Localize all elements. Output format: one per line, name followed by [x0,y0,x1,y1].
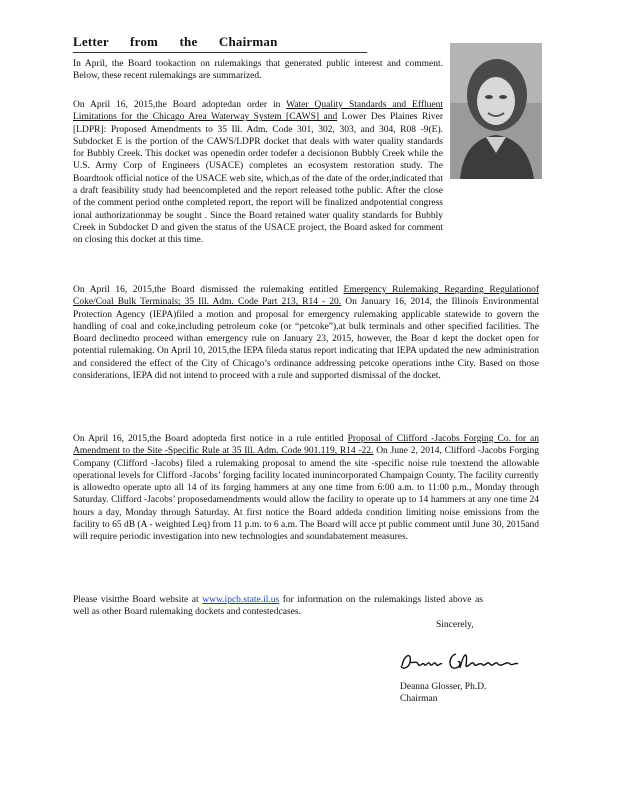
p3-docket-title: Proposal of Clifford -Jacobs Forging Co. for an Amendment to the Site -Specific Rule at 35 Ill. Adm. Code 901.119, R14 -22. [73,434,539,457]
p2-body: On January 16, 2014, the Illinois Environmental Protection Agency (IEPA)filed a motion and proposal for emergency rulemaking applicable statewide to govern the handling of coal and coke,including petroleum coke (or “petcoke”),at bulk terminals and other specified facilities. The Board declinedto proceed withan emergency rule on January 23, 2015, however, the Boar d kept the docket open for potential rulemaking. On April 10, 2015,the IEPA fileda status report indicating that IEPA updated the new administration and considered the effect of the City of Chicago’s ordinance addressing petcoke operations inthe City. Based on those considerations, IEPA did not intend to proceed with a rule and supported dismissal of the docket. [73,297,540,382]
p1-body: Lower Des Plaines River [LDPR]: Proposed Amendments to 35 Ill. Adm. Code 301, 302, 303, and 304, R08 -9(E). Subdocket E is the portion of the CAWS/LDPR docket that deals with water quality standards for Bubbly Creek. This docket was openedin order todefer a decisionon Bubbly Creek while the U.S. Army Corp of Engineers (USACE) completes an ecosystem restoration study. The Boardtook official notice of the USACE web site, which,as of the date of the order,indicated that a draft feasibility study had beencompleted and the report released tothe public. After the close of the comment period onthe completed report, the report will be finalized andpotential congress ional authorizationmay be sought . Since the Board retained water quality standards for Bubbly Creek in Subdocket D and given the status of the USACE project, the Board asked for comment on closing this docket at this time. [73,112,444,246]
p1-lead: On April 16, 2015,the Board adoptedan order in [73,100,281,110]
signer-title: Chairman [400,694,438,705]
p1-docket-title: Water Quality Standards and Effluent Limitations for the Chicago Area Waterway System [CAWS] and [73,100,443,123]
letter-title: Letter from the Chairman [73,34,278,49]
title-underline [73,52,367,53]
p3-lead: On April 16, 2015,the Board adopteda first notice in a rule entitled [73,434,344,444]
p4-lead: Please visitthe Board website at [73,595,199,605]
paragraph-clifford-jacobs [73,433,539,544]
p4-body: for information on the rulemakings listed above as well as other Board rulemaking dockets and contestedcases. [73,595,483,618]
chairman-photo [450,43,542,179]
signer-name: Deanna Glosser, Ph.D. [400,682,487,692]
intro-paragraph: In April, the Board tookaction on rulemakings that generated public interest and comment. Below, these recent rulemakings are summarized. [73,59,443,82]
closing-salutation: Sincerely, [436,620,474,630]
signer-block [400,681,486,706]
p2-lead: On April 16, 2015,the Board dismissed the rulemaking entitled [73,285,338,295]
paragraph-website [73,594,483,619]
paragraph-coke-coal [73,284,539,382]
paragraph-caws [73,99,443,247]
p2-docket-title: Emergency Rulemaking Regarding Regulationof Coke/Coal Bulk Terminals; 35 Ill. Adm. Code Part 213, R14 - 20. [73,285,539,308]
board-website-link[interactable]: www.ipcb.state.il.us [202,595,280,605]
handwritten-signature [398,646,522,681]
p3-body: On June 2, 2014, Clifford -Jacobs Forging Company (Clifford -Jacobs) filed a rulemaking proposal to amend the site -specific noise rule toextend the allowable operational levels for Clifford -Jacobs’ forging facility located inunincorporated Champaign County. The facility currently is allowedto operate upto all 14 of its forging hammers at any one time from 6:00 a.m. to 11:00 p.m., Monday through Saturday. Clifford -Jacobs’ proposedamendments would allow the facility to operate up to 14 hammers at any one time 24 hours a day, Monday through Saturday. At first notice the Board addeda condition limiting noise emissions from the facility to 65 dB (A - weighted Leq) from 11 p.m. to 6 a.m. The Board will acce pt public comment until June 30, 2015and will require periodic investigation into new technologies and soundabatement measures. [73,446,539,543]
